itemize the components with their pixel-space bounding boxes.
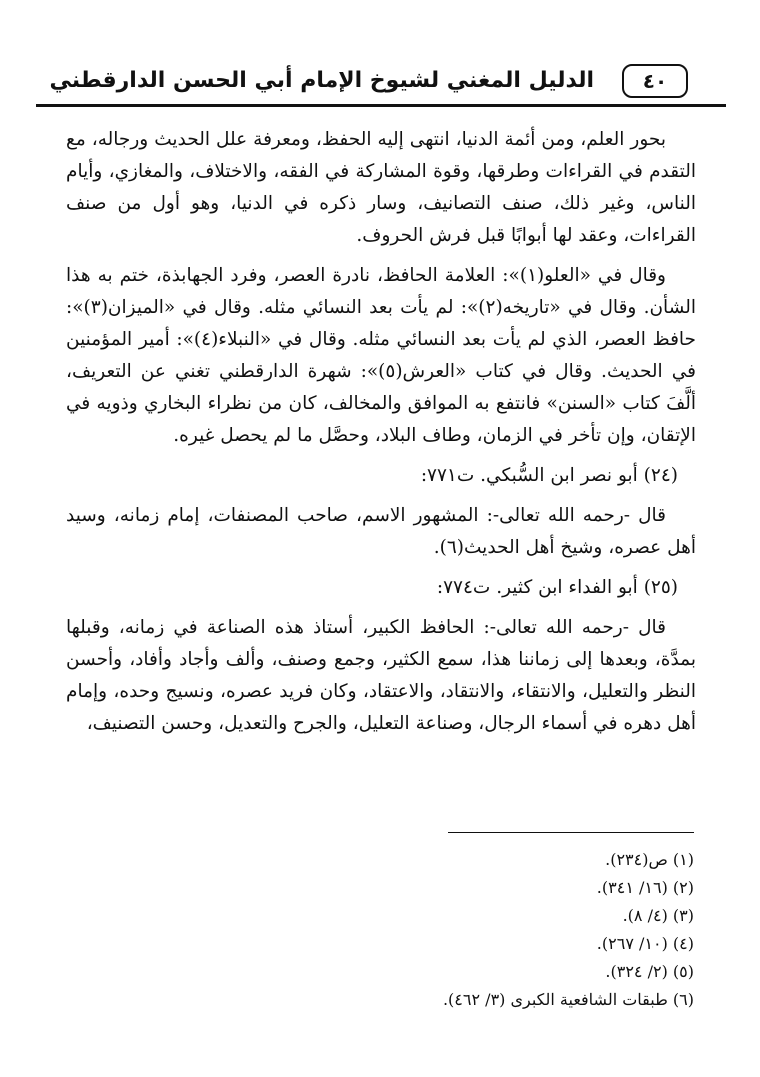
main-text bbox=[66, 124, 696, 748]
footnote-separator bbox=[448, 832, 694, 833]
header-rule bbox=[36, 104, 726, 107]
entry-heading: (٢٤) أبو نصر ابن السُّبكي. ت٧٧١: bbox=[420, 465, 678, 486]
paragraph: بحور العلم، ومن أئمة الدنيا، انتهى إليه الحفظ، ومعرفة علل الحديث ورجاله، مع التقدم في القراءات وطرقها، وقوة المشاركة في الفقه، والاختلاف، والمغازي، وأيام الناس، وغير ذلك، صنف التصانيف، وسار ذكره في الدنيا، وهو أول من صنف القراءات، وعقد لها أبوابًا قبل فرش الحروف. bbox=[66, 129, 696, 246]
paragraph: قال -رحمه الله تعالى-: المشهور الاسم، صاحب المصنفات، إمام زمانه، وسيد أهل عصره، وشيخ أهل الحديث(٦). bbox=[66, 505, 696, 558]
footnotes bbox=[300, 846, 694, 1014]
footnote: (٤) (١٠/ ٢٦٧). bbox=[596, 934, 694, 953]
footnote: (٢) (١٦/ ٣٤١). bbox=[596, 878, 694, 897]
page-number: ٤٠ bbox=[622, 64, 688, 98]
paragraph: وقال في «العلو(١)»: العلامة الحافظ، نادرة العصر، وفرد الجهابذة، ختم به هذا الشأن. وقال في «تاريخه(٢)»: لم يأت بعد النسائي مثله. وقال في «الميزان(٣)»: حافظ العصر، الذي لم يأت بعد النسائي مثله. وقال في «النبلاء(٤)»: أمير المؤمنين في الحديث. وقال في كتاب «العرش(٥)»: شهرة الدارقطني تغني عن التعريف، ألَّفَ كتاب «السنن» فانتفع به الموافق والمخالف، كان من نظراء البخاري وذويه في الإتقان، وإن تأخر في الزمان، وطاف البلاد، وحصَّل ما لم يحصل غيره. bbox=[66, 265, 696, 446]
running-title: الدليل المغني لشيوخ الإمام أبي الحسن الدارقطني bbox=[49, 68, 594, 93]
footnote: (٦) طبقات الشافعية الكبرى (٣/ ٤٦٢). bbox=[442, 990, 694, 1009]
paragraph: قال -رحمه الله تعالى-: الحافظ الكبير، أستاذ هذه الصناعة في زمانه، وقبلها بمدَّة، وبعدها إلى زماننا هذا، سمع الكثير، وجمع وصنف، وألف وأجاد وأفاد، وأحسن النظر والتعليل، والانتقاء، والانتقاد، والاعتقاد، وكان فريد عصره، ونسيج وحده، وإمام أهل دهره في أسماء الرجال، وصناعة التعليل، والجرح والتعديل، وحسن التصنيف، bbox=[66, 617, 696, 734]
footnote: (١) ص(٢٣٤). bbox=[605, 850, 694, 869]
footnote: (٥) (٢/ ٣٢٤). bbox=[605, 962, 694, 981]
entry-heading: (٢٥) أبو الفداء ابن كثير. ت٧٧٤: bbox=[436, 577, 678, 598]
page-header bbox=[36, 62, 726, 106]
footnote: (٣) (٤/ ٨). bbox=[622, 906, 694, 925]
